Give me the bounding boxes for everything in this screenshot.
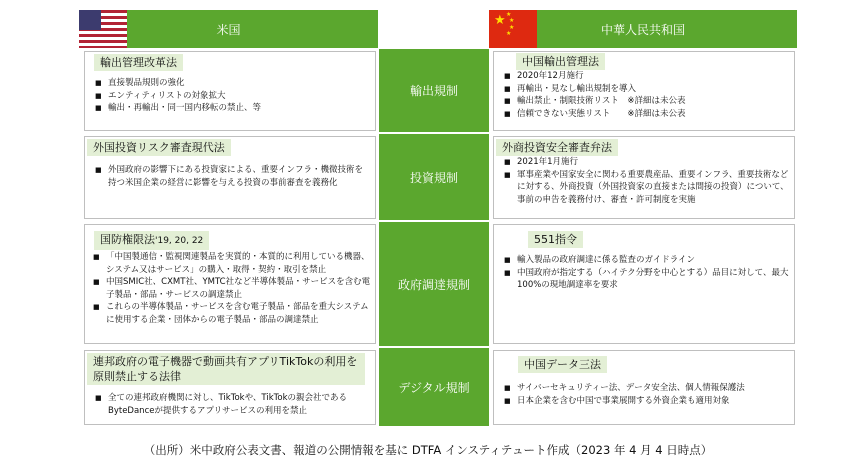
- cn-investment-control-box: [493, 136, 795, 219]
- category-export-control: 輸出規制: [379, 49, 489, 132]
- us-header: [79, 10, 378, 48]
- cn-export-control-list: [504, 70, 789, 120]
- us-investment-control-title: 外国投資リスク審査現代法: [87, 139, 231, 156]
- list-item: ■ 輸入製品の政府調達に係る監査のガイドライン: [504, 254, 791, 267]
- cn-digital-control-list: [504, 382, 791, 407]
- us-digital-control-list: [95, 392, 371, 417]
- list-item: ■ 再輸出・見なし輸出規制を導入: [504, 83, 789, 96]
- us-investment-control-box: [84, 136, 376, 219]
- us-export-control-box: [84, 51, 376, 131]
- us-header-label: 米国: [216, 22, 241, 37]
- cn-header-label: 中華人民共和国: [600, 22, 685, 37]
- source-note: （出所）米中政府公表文書、報道の公開情報を基に DTFA インスティテュート作成（2023 年 4 月 4 日時点）: [143, 443, 713, 457]
- cn-procurement-control-list: [504, 254, 791, 292]
- us-export-control-list: [95, 77, 370, 115]
- list-item: ■ 2020年12月施行: [504, 70, 789, 83]
- list-item: ■ 直接製品規則の強化: [95, 77, 370, 90]
- cn-investment-control-list: [504, 156, 790, 206]
- cn-export-control-box: [493, 51, 795, 131]
- list-item: ■ 中国政府が指定する（ハイテク分野を中心とする）品目に対して、最大100%の現地調達率を要求: [504, 267, 791, 292]
- category-digital-control: デジタル規制: [379, 348, 489, 426]
- china-flag-icon: ★ ★ ★ ★ ★: [489, 10, 537, 48]
- cn-investment-control-title: 外商投資安全審査弁法: [496, 139, 618, 156]
- cn-procurement-control-title: 551指令: [528, 231, 583, 248]
- list-item: ■ 全ての連邦政府機関に対し、TikTokや、TikTokの親会社であるByteDanceが提供するアプリサービスの利用を禁止: [95, 392, 371, 417]
- cn-digital-control-box: [493, 350, 795, 425]
- us-export-control-title: 輸出管理改革法: [94, 54, 183, 71]
- us-flag-icon: [79, 10, 127, 48]
- list-item: ■ 「中国製通信・監視関連製品を実質的・本質的に利用している機器、システム又はサービス」の購入・取得・契約・取引を禁止: [93, 251, 373, 276]
- list-item: ■ 2021年1月施行: [504, 156, 790, 169]
- list-item: ■ サイバーセキュリティー法、データ安全法、個人情報保護法: [504, 382, 791, 395]
- list-item: ■ 外国政府の影響下にある投資家による、重要インフラ・機微技術を持つ米国企業の経営に影響を与える投資の事前審査を義務化: [95, 164, 370, 189]
- us-procurement-control-box: [84, 224, 376, 344]
- category-procurement-control: 政府調達規制: [379, 222, 489, 346]
- list-item: ■ これらの半導体製品・サービスを含む電子製品・部品を重大システムに使用する企業・団体からの電子製品・部品の調達禁止: [93, 301, 373, 326]
- us-investment-control-list: [95, 164, 370, 189]
- us-procurement-title-main: 国防権限法: [100, 233, 155, 246]
- list-item: ■ エンティティリストの対象拡大: [95, 90, 370, 103]
- list-item: ■ 日本企業を含む中国で事業展開する外資企業も適用対象: [504, 395, 791, 408]
- list-item: ■ 軍事産業や国家安全に関わる重要農産品、重要インフラ、重要技術などに対する、外商投資（外国投資家の直接または間接の投資）について、事前の申告を義務付け、審査・許可制度を実施: [504, 169, 790, 207]
- cn-export-control-title: 中国輸出管理法: [516, 53, 605, 70]
- cn-procurement-control-box: [493, 224, 795, 344]
- us-digital-control-title: 連邦政府の電子機器で動画共有アプリTikTokの利用を原則禁止する法律: [87, 353, 365, 385]
- cn-digital-control-title: 中国データ三法: [518, 356, 607, 373]
- us-procurement-control-list: [93, 251, 373, 327]
- us-digital-control-box: [84, 350, 376, 425]
- list-item: ■ 信頼できない実態リスト ※詳細は未公表: [504, 108, 789, 121]
- list-item: ■ 輸出禁止・制限技術リスト ※詳細は未公表: [504, 95, 789, 108]
- list-item: ■ 輸出・再輸出・同一国内移転の禁止、等: [95, 102, 370, 115]
- category-investment-control: 投資規制: [379, 134, 489, 220]
- list-item: ■ 中国SMIC社、CXMT社、YMTC社など半導体製品・サービスを含む電子製品・部品・サービスの調達禁止: [93, 276, 373, 301]
- cn-header: [489, 10, 797, 48]
- us-procurement-title-years: '19, 20, 22: [155, 236, 204, 246]
- us-procurement-control-title: [94, 231, 209, 250]
